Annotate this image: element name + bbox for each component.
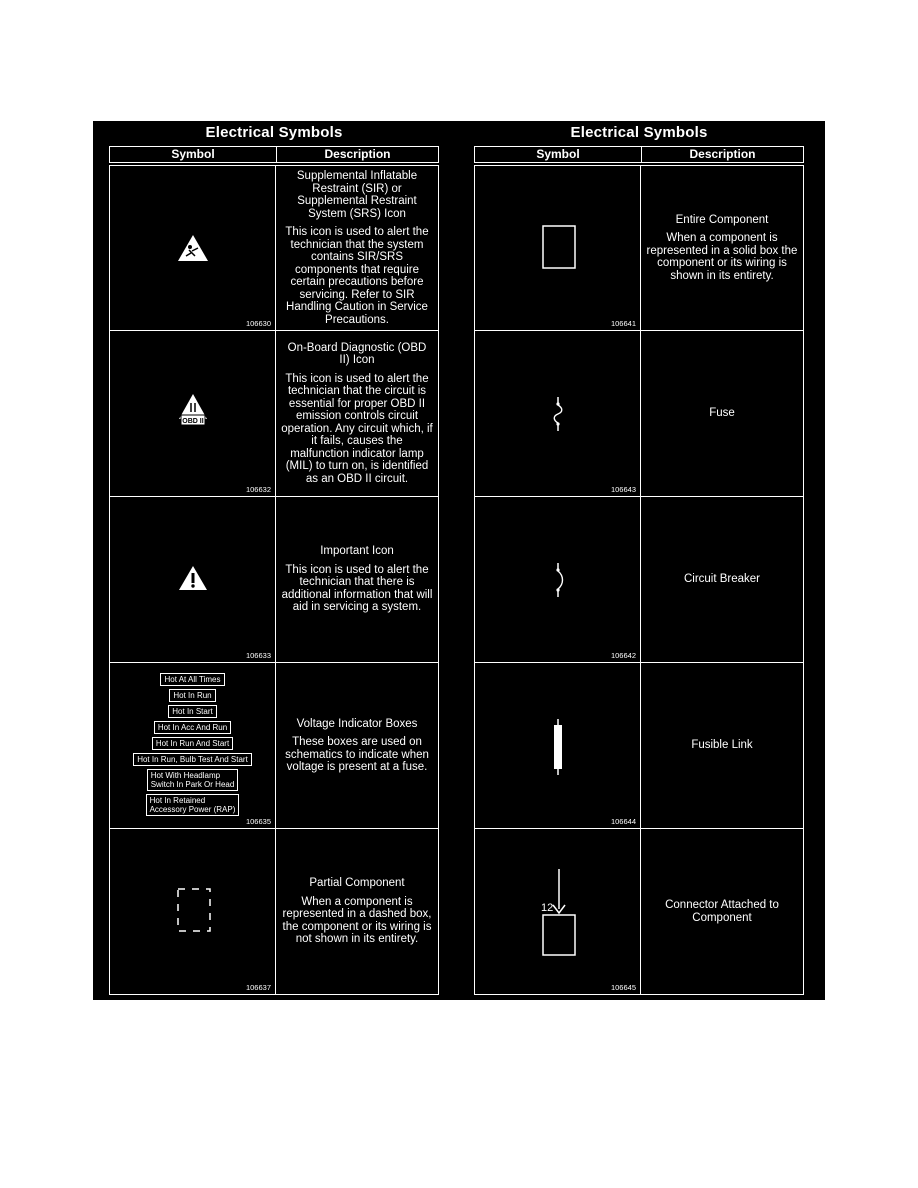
description-body: This icon is used to alert the technician that there is additional information that will aid in servicing a system. (281, 563, 433, 614)
left-table-header (109, 146, 439, 163)
figure-code: 106645 (610, 983, 636, 992)
circuit-breaker-icon (551, 563, 565, 597)
symbol-cell (475, 166, 641, 330)
description-title: Fuse (709, 407, 735, 420)
voltage-box-hot-in-run-and-start: Hot In Run And Start (152, 737, 233, 750)
description-title: Circuit Breaker (683, 573, 761, 586)
description-cell (276, 331, 438, 496)
table-row (109, 497, 439, 663)
description-cell (276, 166, 438, 330)
figure-code: 106642 (610, 651, 636, 660)
figure-code: 106644 (610, 817, 636, 826)
description-cell (276, 829, 438, 994)
table-row (474, 497, 804, 663)
description-body: When a component is represented in a solid box the component or its wiring is shown in its entirety. (646, 232, 798, 282)
voltage-box-hot-in-start: Hot In Start (168, 705, 216, 718)
symbol-cell (110, 829, 276, 994)
voltage-box-hot-in-run: Hot In Run (169, 689, 215, 702)
symbol-cell (110, 497, 276, 662)
figure-code: 106633 (245, 651, 271, 660)
connector-component-icon (533, 869, 583, 959)
description-body: This icon is used to alert the technician that the circuit is essential for proper OBD II emission controls circuit operation. Any circuit which, if it fails, causes the malfunction indicator lamp (MIL) to turn on, is identified as an OBD II circuit. (281, 372, 433, 485)
description-title: Connector Attached to Component (665, 899, 779, 924)
description-cell (641, 331, 803, 496)
description-body: These boxes are used on schematics to indicate when voltage is present at a fuse. (285, 736, 429, 773)
description-cell (641, 497, 803, 662)
figure-code: 106632 (245, 485, 271, 494)
description-title: Entire Component (675, 213, 769, 226)
left-header-symbol: Symbol (110, 147, 277, 162)
right-header-symbol: Symbol (475, 147, 642, 162)
fusible-link-icon (551, 719, 565, 775)
table-row (474, 165, 804, 331)
symbol-cell (475, 331, 641, 496)
figure-code: 106643 (610, 485, 636, 494)
table-row (109, 331, 439, 497)
symbol-cell (475, 663, 641, 828)
voltage-indicator-boxes (110, 673, 275, 816)
description-cell (641, 829, 803, 994)
description-title: Fusible Link (691, 739, 753, 752)
symbols-panel (93, 121, 825, 1000)
voltage-box-hot-in-run-bulb-test-start: Hot In Run, Bulb Test And Start (133, 753, 252, 766)
description-title: Voltage Indicator Boxes (296, 717, 418, 730)
description-cell (641, 166, 803, 330)
table-row (109, 829, 439, 995)
description-title: Partial Component (309, 877, 405, 890)
description-title: Important Icon (320, 545, 394, 558)
table-row (474, 331, 804, 497)
figure-code: 106630 (245, 319, 271, 328)
dashed-box-icon (176, 887, 212, 933)
description-cell (276, 663, 438, 828)
description-title: On-Board Diagnostic (OBD II) Icon (287, 341, 427, 367)
right-table-title: Electrical Symbols (570, 124, 708, 141)
important-triangle-icon (178, 565, 208, 591)
symbol-cell (110, 166, 276, 330)
voltage-box-hot-with-headlamp: Hot With Headlamp Switch In Park Or Head (147, 769, 239, 791)
right-table-header (474, 146, 804, 163)
description-body: When a component is represented in a dashed box, the component or its wiring is not shown in its entirety. (282, 895, 432, 946)
solid-box-icon (541, 224, 577, 270)
left-header-description: Description (324, 147, 391, 161)
description-cell (641, 663, 803, 828)
symbol-cell (110, 331, 276, 496)
sir-warning-triangle-icon (177, 234, 209, 262)
obd-icon-label: OBD II (182, 418, 204, 425)
obd-ii-triangle-icon (178, 393, 208, 427)
table-row (109, 165, 439, 331)
table-row (109, 663, 439, 829)
description-title: Supplemental Inflatable Restraint (SIR) or Supplemental Restraint System (SRS) Icon (296, 170, 418, 220)
table-row (474, 829, 804, 995)
figure-code: 106637 (245, 983, 271, 992)
voltage-box-hot-in-rap: Hot In Retained Accessory Power (RAP) (146, 794, 240, 816)
figure-code: 106635 (245, 817, 271, 826)
fuse-icon (551, 397, 565, 431)
connector-pin-label: 12 (541, 902, 554, 914)
voltage-box-hot-at-all-times: Hot At All Times (160, 673, 224, 686)
table-row (474, 663, 804, 829)
figure-code: 106641 (610, 319, 636, 328)
left-table-title: Electrical Symbols (205, 124, 343, 141)
description-cell (276, 497, 438, 662)
voltage-box-hot-in-acc-and-run: Hot In Acc And Run (154, 721, 231, 734)
symbol-cell (475, 829, 641, 994)
symbol-cell (475, 497, 641, 662)
symbol-cell (110, 663, 276, 828)
right-header-description: Description (689, 147, 756, 161)
description-body: This icon is used to alert the technician that the system contains SIR/SRS components that require certain precautions before servicing. Refer to SIR Handling Caution in Service Precautions. (285, 226, 429, 326)
